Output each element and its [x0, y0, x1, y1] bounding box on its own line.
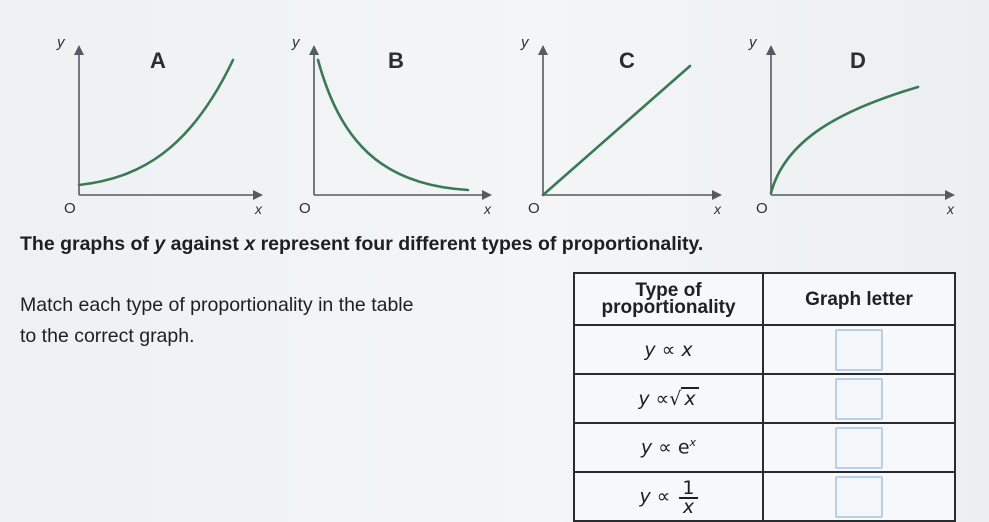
table-row	[574, 374, 955, 423]
curve-a	[79, 60, 233, 185]
heading-y: y	[154, 233, 166, 255]
heading-pre: The graphs of	[20, 233, 155, 255]
origin-label: O	[756, 200, 768, 217]
table-header-row	[574, 273, 955, 325]
y-axis-arrow	[74, 45, 84, 55]
table-row	[574, 325, 955, 374]
y-axis-label: y	[57, 34, 65, 51]
y-axis-arrow	[309, 45, 319, 55]
expr-direct	[574, 325, 763, 374]
graph-letter-d: D	[850, 48, 866, 73]
instruction-line1: Match each type of proportionality in the table	[20, 294, 414, 316]
answer-cell	[763, 325, 955, 374]
expr-y: y	[638, 388, 650, 410]
fraction-numerator: 1	[679, 479, 697, 499]
instruction-text	[20, 290, 565, 352]
x-axis-label: x	[255, 201, 262, 217]
fraction	[679, 476, 697, 518]
graph-letter-c: C	[619, 48, 635, 73]
expr-sqrt	[574, 374, 763, 423]
heading	[20, 233, 703, 256]
prop-symbol: ∝	[658, 436, 672, 459]
header-type	[574, 273, 763, 325]
graph-letter-b: B	[388, 48, 404, 73]
table-row	[574, 423, 955, 472]
expr-exponent: x	[689, 436, 697, 450]
origin-label: O	[528, 200, 540, 217]
proportionality-table	[573, 272, 956, 522]
expr-exponential	[574, 423, 763, 472]
y-axis-label: y	[292, 34, 300, 51]
header-type-line2: proportionality	[601, 297, 736, 318]
sqrt-radicand	[681, 387, 698, 409]
answer-input-2[interactable]	[835, 378, 883, 420]
graphs-panel	[0, 0, 989, 230]
x-axis-label: x	[947, 201, 954, 217]
curve-c	[543, 66, 690, 195]
expr-base: e	[677, 436, 690, 459]
expr-x: x	[684, 388, 696, 410]
x-axis-arrow	[712, 190, 722, 200]
graphs-svg	[0, 0, 989, 230]
answer-input-1[interactable]	[835, 329, 883, 371]
prop-symbol: ∝	[655, 388, 670, 410]
fraction-denominator: x	[682, 495, 695, 518]
answer-cell	[763, 423, 955, 472]
x-axis-arrow	[253, 190, 263, 200]
answer-cell	[763, 472, 955, 521]
header-graph-letter: Graph letter	[763, 273, 955, 325]
expr-x: x	[681, 338, 693, 361]
prop-symbol: ∝	[656, 485, 671, 507]
answer-cell	[763, 374, 955, 423]
heading-mid: against	[165, 233, 245, 255]
curve-b	[318, 60, 468, 190]
expr-y: y	[639, 485, 651, 507]
x-axis-arrow	[482, 190, 492, 200]
origin-label: O	[299, 200, 311, 217]
table-row	[574, 472, 955, 521]
curve-d	[771, 87, 918, 193]
sqrt-sign: √	[669, 388, 682, 410]
x-axis-arrow	[945, 190, 955, 200]
prop-symbol: ∝	[661, 338, 676, 361]
y-axis-label: y	[749, 34, 757, 51]
instruction-line2: to the correct graph.	[20, 325, 195, 347]
y-axis-arrow	[538, 45, 548, 55]
expr-y: y	[644, 338, 656, 361]
answer-input-3[interactable]	[835, 427, 883, 469]
x-axis-label: x	[484, 201, 491, 217]
expr-inverse	[574, 472, 763, 521]
origin-label: O	[64, 200, 76, 217]
graph-letter-a: A	[150, 48, 166, 73]
header-type-line1: Type of	[635, 280, 702, 301]
x-axis-label: x	[714, 201, 721, 217]
heading-post: represent four different types of proportionality.	[255, 233, 704, 255]
heading-x: x	[244, 233, 256, 255]
answer-input-4[interactable]	[835, 476, 883, 518]
y-axis-arrow	[766, 45, 776, 55]
y-axis-label: y	[521, 34, 529, 51]
expr-y: y	[640, 436, 653, 459]
